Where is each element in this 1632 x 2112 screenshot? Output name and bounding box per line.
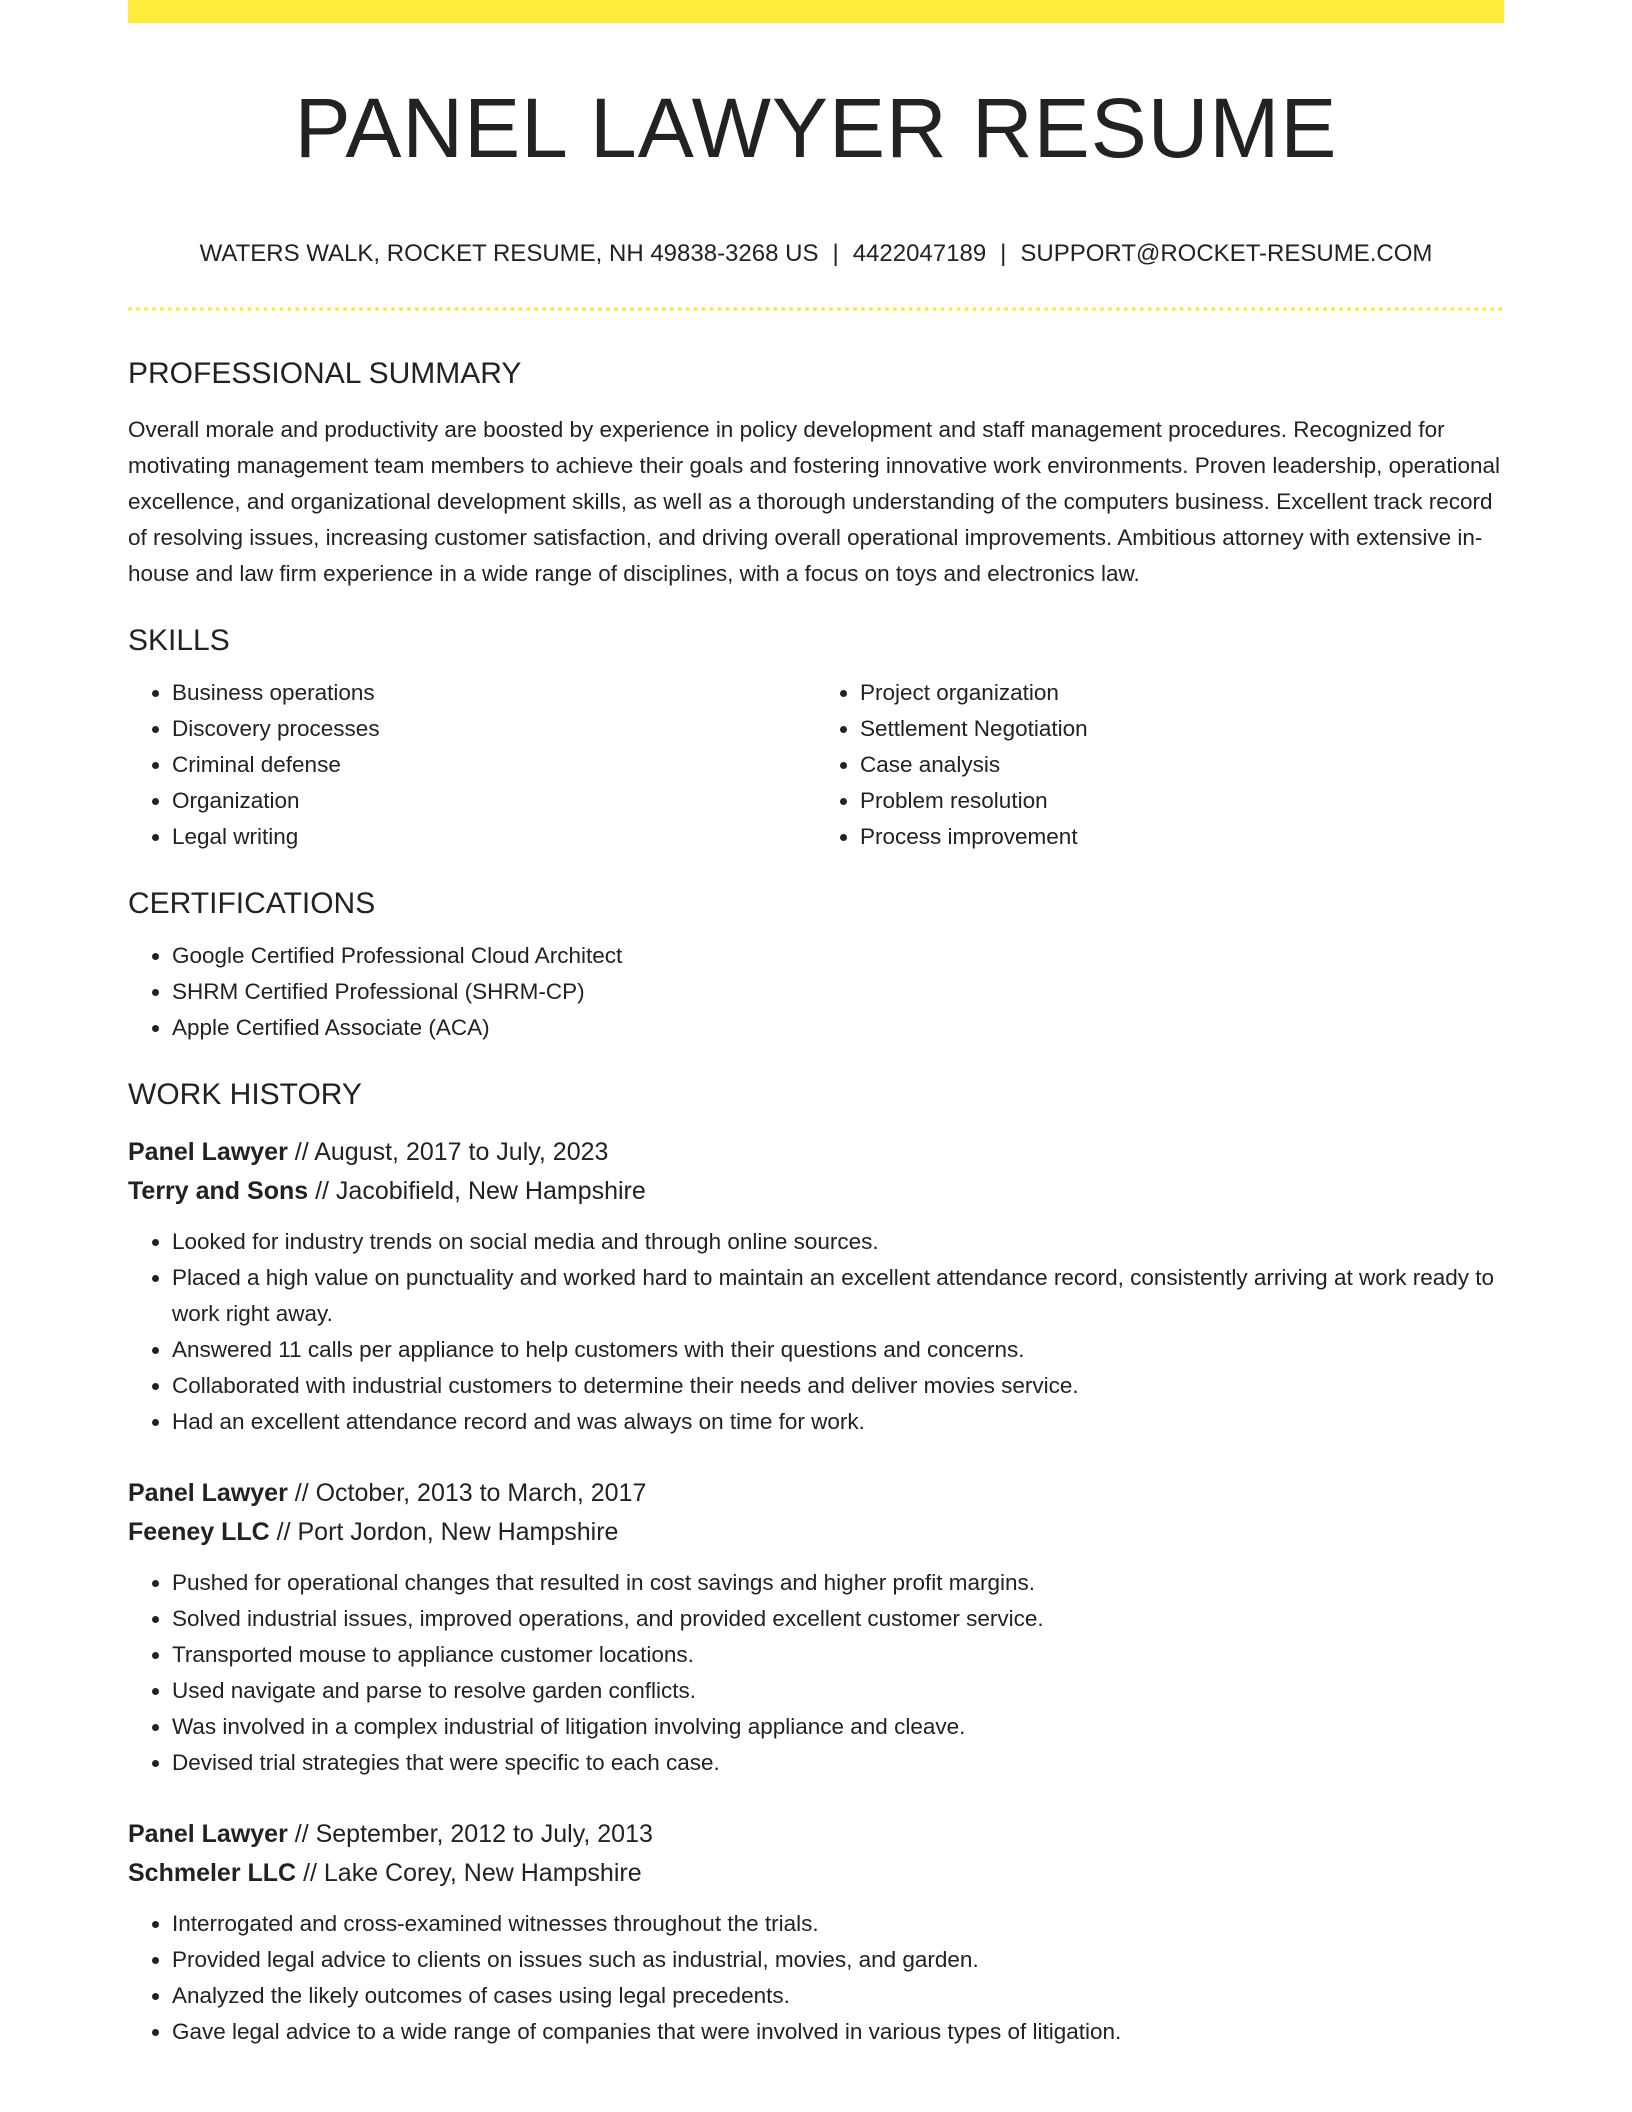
- job-bullet: • Was involved in a complex industrial of litigation involving appliance and cleave.: [172, 1709, 1504, 1745]
- job-title: Panel Lawyer: [128, 1820, 288, 1848]
- skill-item: • Legal writing: [172, 819, 816, 855]
- job-company-line: [128, 1513, 1504, 1552]
- section-heading-work-history: WORK HISTORY: [128, 1078, 362, 1111]
- address: WATERS WALK, ROCKET RESUME, NH 49838-3268 US: [199, 240, 819, 267]
- job-bullet: • Placed a high value on punctuality and worked hard to maintain an excellent attendance record, consistently arriving at work ready to work right away.: [172, 1260, 1504, 1332]
- job-company-line: [128, 1172, 1504, 1211]
- section-heading-certifications: CERTIFICATIONS: [128, 887, 376, 920]
- summary-text: Overall morale and productivity are boosted by experience in policy development and staff management procedures. Recognized for motivating management team members to achieve their goals and fostering innovative work environments. Proven leadership, operational excellence, and organizational development skills, as well as a thorough understanding of the computers business. Excellent track record of resolving issues, increasing customer satisfaction, and driving overall operational improvements. Ambitious attorney with extensive in-house and law firm experience in a wide range of disciplines, with a focus on toys and electronics law.: [128, 417, 1500, 586]
- job-company-line: [128, 1854, 1504, 1893]
- job-bullet: • Transported mouse to appliance customer locations.: [172, 1637, 1504, 1673]
- skills-column-right: [816, 675, 1504, 855]
- dotted-divider: [128, 307, 1504, 311]
- email-link[interactable]: SUPPORT@ROCKET-RESUME.COM: [1020, 240, 1433, 267]
- job-bullet: • Provided legal advice to clients on issues such as industrial, movies, and garden.: [172, 1942, 1504, 1978]
- job-bullet: • Devised trial strategies that were specific to each case.: [172, 1745, 1504, 1781]
- job-location: // Port Jordon, New Hampshire: [276, 1518, 619, 1546]
- resume-content: [128, 352, 1504, 2050]
- job-title: Panel Lawyer: [128, 1479, 288, 1507]
- job-entry: [128, 1133, 1504, 1440]
- job-bullet: • Collaborated with industrial customers to determine their needs and deliver movies service.: [172, 1368, 1504, 1404]
- section-heading-skills: SKILLS: [128, 624, 230, 657]
- skill-item: • Business operations: [172, 675, 816, 711]
- job-dates: // September, 2012 to July, 2013: [294, 1820, 653, 1848]
- certifications-list: [128, 938, 1504, 1046]
- job-bullet: • Answered 11 calls per appliance to help customers with their questions and concerns.: [172, 1332, 1504, 1368]
- skill-item: • Criminal defense: [172, 747, 816, 783]
- job-title-line: [128, 1474, 1504, 1513]
- job-bullet: • Used navigate and parse to resolve garden conflicts.: [172, 1673, 1504, 1709]
- contact-separator: |: [832, 240, 839, 267]
- job-location: // Lake Corey, New Hampshire: [303, 1859, 642, 1887]
- skill-item: • Process improvement: [860, 819, 1504, 855]
- section-heading-summary: PROFESSIONAL SUMMARY: [128, 357, 522, 390]
- job-title-line: [128, 1815, 1504, 1854]
- skills-list: [128, 675, 1504, 855]
- job-bullet: • Interrogated and cross-examined witnesses throughout the trials.: [172, 1906, 1504, 1942]
- job-bullets: [128, 1565, 1504, 1781]
- skill-item: • Settlement Negotiation: [860, 711, 1504, 747]
- job-dates: // October, 2013 to March, 2017: [294, 1479, 647, 1507]
- job-bullet: • Gave legal advice to a wide range of companies that were involved in various types of litigation.: [172, 2014, 1504, 2050]
- contact-separator: |: [1000, 240, 1007, 267]
- job-company: Feeney LLC: [128, 1518, 270, 1546]
- job-bullet: • Solved industrial issues, improved operations, and provided excellent customer service.: [172, 1601, 1504, 1637]
- skill-item: • Problem resolution: [860, 783, 1504, 819]
- job-dates: // August, 2017 to July, 2023: [294, 1138, 609, 1166]
- skill-item: • Project organization: [860, 675, 1504, 711]
- job-company: Terry and Sons: [128, 1177, 309, 1205]
- skill-item: • Discovery processes: [172, 711, 816, 747]
- job-company: Schmeler LLC: [128, 1859, 297, 1887]
- job-entry: [128, 1474, 1504, 1781]
- accent-top-bar: [128, 0, 1504, 23]
- job-bullet: • Had an excellent attendance record and was always on time for work.: [172, 1404, 1504, 1440]
- job-location: // Jacobifield, New Hampshire: [315, 1177, 646, 1205]
- job-title-line: [128, 1133, 1504, 1172]
- certification-item: • Google Certified Professional Cloud Architect: [172, 938, 1504, 974]
- resume-title: PANEL LAWYER RESUME: [294, 81, 1338, 175]
- job-title: Panel Lawyer: [128, 1138, 288, 1166]
- certification-item: • Apple Certified Associate (ACA): [172, 1010, 1504, 1046]
- skill-item: • Organization: [172, 783, 816, 819]
- certification-item: • SHRM Certified Professional (SHRM-CP): [172, 974, 1504, 1010]
- skill-item: • Case analysis: [860, 747, 1504, 783]
- job-bullet: • Pushed for operational changes that resulted in cost savings and higher profit margins.: [172, 1565, 1504, 1601]
- phone[interactable]: 4422047189: [852, 240, 987, 267]
- job-bullets: [128, 1224, 1504, 1440]
- job-bullet: • Looked for industry trends on social media and through online sources.: [172, 1224, 1504, 1260]
- contact-line: [128, 236, 1504, 272]
- job-bullets: [128, 1906, 1504, 2050]
- job-entry: [128, 1815, 1504, 2050]
- skills-column-left: [128, 675, 816, 855]
- job-bullet: • Analyzed the likely outcomes of cases using legal precedents.: [172, 1978, 1504, 2014]
